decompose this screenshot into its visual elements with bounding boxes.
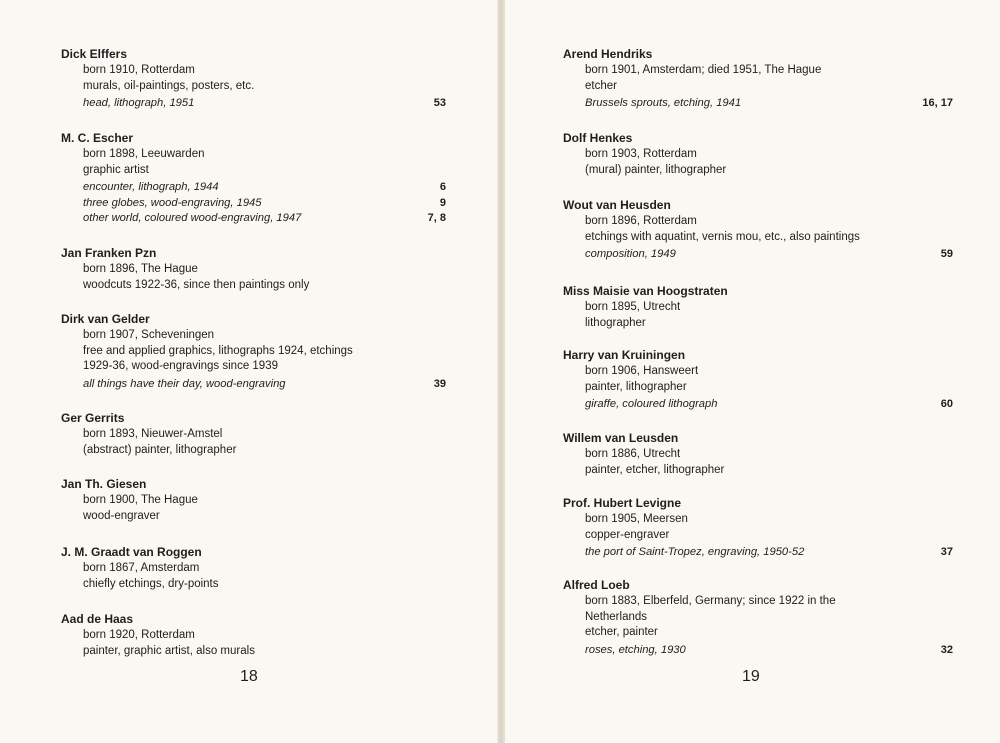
artist-detail: (abstract) painter, lithographer <box>83 443 237 456</box>
artist-detail: murals, oil-paintings, posters, etc. <box>83 79 255 92</box>
artist-name: Harry van Kruiningen <box>563 348 686 362</box>
artist-name: Aad de Haas <box>61 612 134 626</box>
artist-detail: born 1867, Amsterdam <box>83 562 200 574</box>
artist-name: J. M. Graadt van Roggen <box>61 545 202 559</box>
plate-number: 60 <box>940 398 953 410</box>
artist-detail: born 1905, Meersen <box>585 513 688 525</box>
artist-detail: graphic artist <box>83 163 149 176</box>
artist-entry <box>563 47 953 112</box>
artist-detail: etcher <box>585 79 617 92</box>
artist-name: Alfred Loeb <box>563 578 630 592</box>
work-line <box>61 180 446 196</box>
artist-detail: born 1900, The Hague <box>83 494 198 506</box>
work-line <box>563 643 953 659</box>
artist-detail: born 1893, Nieuwer-Amstel <box>83 428 223 440</box>
artist-detail: copper-engraver <box>585 528 670 541</box>
work-line <box>61 211 446 227</box>
plate-number: 53 <box>433 97 446 109</box>
work-line <box>61 96 446 112</box>
plate-number: 32 <box>940 643 953 656</box>
artist-entry <box>61 47 446 112</box>
plate-number: 37 <box>940 546 953 558</box>
artist-detail: born 1895, Utrecht <box>585 301 681 313</box>
artist-entry <box>61 411 446 458</box>
artist-entry <box>563 348 953 413</box>
plate-number: 6 <box>439 181 446 193</box>
plate-number: 7, 8 <box>427 212 446 224</box>
artist-detail: born 1898, Leeuwarden <box>83 148 205 160</box>
artist-detail: born 1910, Rotterdam <box>83 64 195 76</box>
artist-detail: born 1896, Rotterdam <box>585 215 697 227</box>
artist-detail: woodcuts 1922-36, since then paintings only <box>83 278 310 291</box>
artist-name: Miss Maisie van Hoogstraten <box>563 284 728 298</box>
artist-detail: born 1883, Elberfeld, Germany; since 1922 in the <box>585 595 836 607</box>
work-title: composition, 1949 <box>585 248 676 260</box>
work-title: all things have their day, wood-engraving <box>83 377 286 390</box>
work-title: the port of Saint-Tropez, engraving, 1950-52 <box>585 546 805 558</box>
work-line <box>563 397 953 413</box>
artist-name: Jan Franken Pzn <box>61 246 157 260</box>
artist-detail: etcher, painter <box>585 626 658 638</box>
work-title: roses, etching, 1930 <box>585 643 686 656</box>
plate-number: 9 <box>439 196 446 209</box>
artist-detail: born 1907, Scheveningen <box>83 329 215 341</box>
artist-detail: Netherlands <box>585 610 648 623</box>
work-title: head, lithograph, 1951 <box>83 97 195 109</box>
artist-entry <box>61 246 446 293</box>
artist-detail: born 1886, Utrecht <box>585 448 681 460</box>
plate-number: 59 <box>940 248 953 260</box>
artist-detail: painter, lithographer <box>585 380 687 393</box>
artist-detail: etchings with aquatint, vernis mou, etc., also paintings <box>585 230 860 243</box>
work-line <box>61 196 446 212</box>
work-title: Brussels sprouts, etching, 1941 <box>585 97 742 109</box>
artist-detail: painter, graphic artist, also murals <box>83 644 255 657</box>
artist-detail: (mural) painter, lithographer <box>585 163 727 176</box>
artist-entry <box>61 477 446 524</box>
artist-name: Willem van Leusden <box>563 431 679 445</box>
page-number: 19 <box>742 668 760 685</box>
artist-detail: chiefly etchings, dry-points <box>83 577 219 590</box>
artist-name: Dick Elffers <box>61 47 128 61</box>
artist-name: Dolf Henkes <box>563 131 633 145</box>
artist-detail: born 1906, Hansweert <box>585 365 699 377</box>
work-line <box>61 377 446 393</box>
artist-detail: born 1901, Amsterdam; died 1951, The Hague <box>585 64 822 76</box>
book-gutter <box>497 0 505 743</box>
artist-detail: born 1903, Rotterdam <box>585 148 697 160</box>
artist-detail: born 1896, The Hague <box>83 263 198 275</box>
page-number: 18 <box>240 668 258 685</box>
work-title: encounter, lithograph, 1944 <box>83 181 219 193</box>
artist-entry <box>61 612 446 659</box>
plate-number: 39 <box>433 377 446 390</box>
work-line <box>563 96 953 112</box>
artist-detail: wood-engraver <box>83 509 160 522</box>
artist-name: Prof. Hubert Levigne <box>563 496 682 510</box>
artist-name: Arend Hendriks <box>563 47 653 61</box>
work-title: three globes, wood-engraving, 1945 <box>83 196 262 209</box>
artist-detail: painter, etcher, lithographer <box>585 463 725 476</box>
work-title: other world, coloured wood-engraving, 1947 <box>83 212 302 224</box>
artist-entry <box>563 431 953 478</box>
artist-detail: 1929-36, wood-engravings since 1939 <box>83 360 278 372</box>
artist-entry <box>563 198 953 263</box>
artist-entry <box>563 578 953 658</box>
work-line <box>563 545 953 561</box>
artist-detail: free and applied graphics, lithographs 1924, etchings <box>83 344 353 357</box>
artist-entry <box>563 496 953 561</box>
right-page <box>505 0 1000 743</box>
artist-entry <box>61 545 446 592</box>
artist-name: M. C. Escher <box>61 131 134 145</box>
artist-name: Jan Th. Giesen <box>61 477 147 491</box>
artist-entry <box>61 131 446 227</box>
artist-name: Ger Gerrits <box>61 411 125 425</box>
artist-detail: born 1920, Rotterdam <box>83 629 195 641</box>
plate-number: 16, 17 <box>922 97 953 109</box>
artist-name: Wout van Heusden <box>563 198 671 212</box>
artist-detail: lithographer <box>585 316 646 329</box>
artist-entry <box>563 131 953 178</box>
artist-entry <box>563 284 953 331</box>
work-title: giraffe, coloured lithograph <box>585 398 718 410</box>
artist-name: Dirk van Gelder <box>61 312 150 326</box>
work-line <box>563 247 953 263</box>
artist-entry <box>61 312 446 392</box>
left-page <box>0 0 497 743</box>
